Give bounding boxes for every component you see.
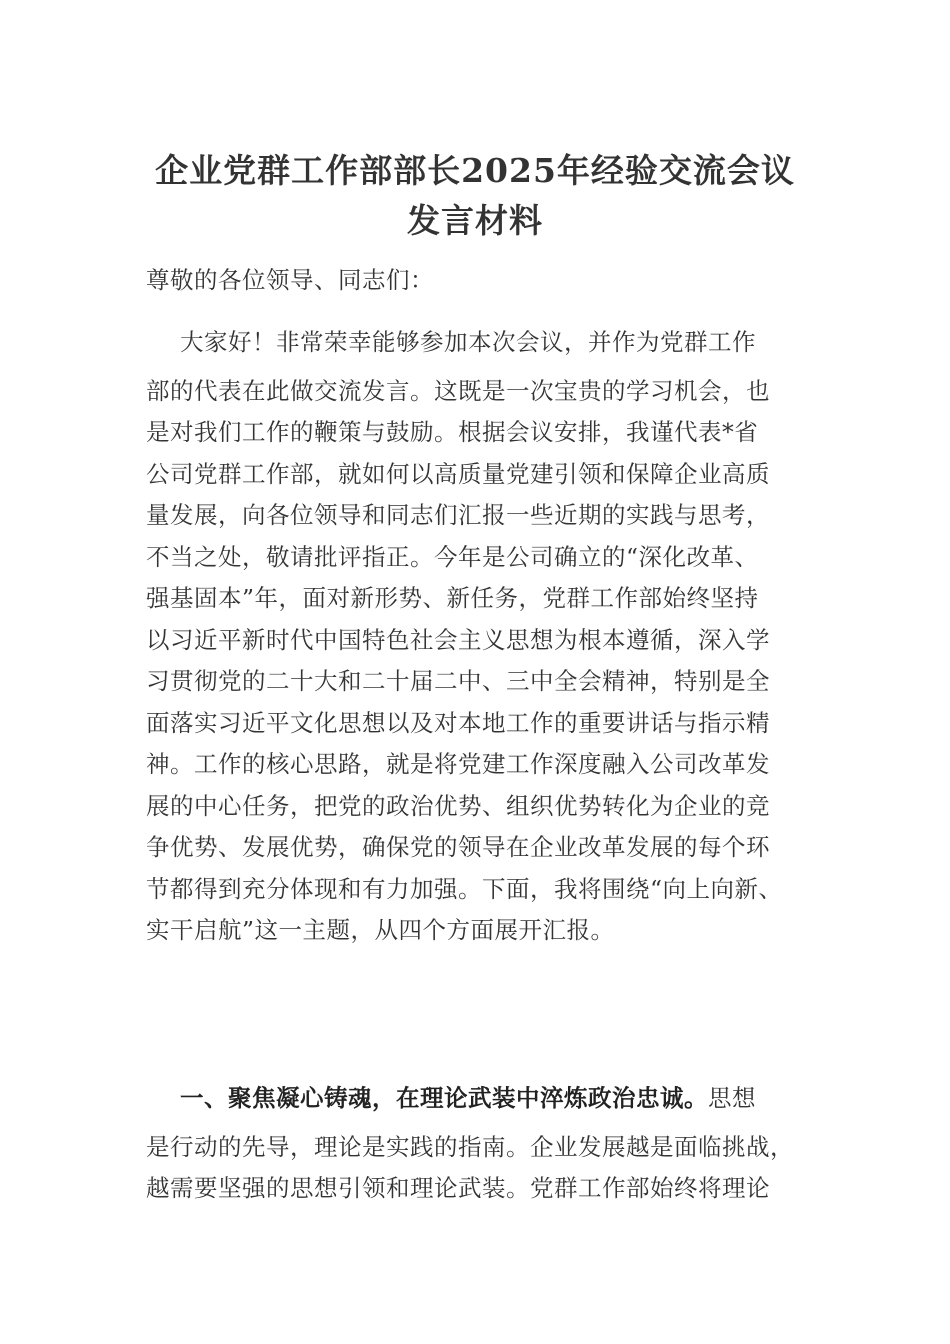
paragraph-line: 面落实习近平文化思想以及对本地工作的重要讲话与指示精 — [146, 709, 770, 737]
paragraph-line: 实干启航”这一主题，从四个方面展开汇报。 — [146, 916, 615, 944]
paragraph-line: 部的代表在此做交流发言。这既是一次宝贵的学习机会，也 — [146, 377, 770, 405]
paragraph-line: 节都得到充分体现和有力加强。下面，我将围绕“向上向新、 — [146, 875, 783, 903]
paragraph-line: 强基固本”年，面对新形势、新任务，党群工作部始终坚持 — [146, 584, 759, 612]
paragraph-line: 争优势、发展优势，确保党的领导在企业改革发展的每个环 — [146, 833, 770, 861]
section-1-first-line-text: 思想 — [708, 1084, 756, 1112]
paragraph-line: 以习近平新时代中国特色社会主义思想为根本遵循，深入学 — [146, 626, 770, 654]
paragraph-line: 习贯彻党的二十大和二十届二中、三中全会精神，特别是全 — [146, 667, 770, 695]
paragraph-line: 公司党群工作部，就如何以高质量党建引领和保障企业高质 — [146, 460, 770, 488]
paragraph-line: 展的中心任务，把党的政治优势、组织优势转化为企业的竞 — [146, 792, 770, 820]
section-1-line: 越需要坚强的思想引领和理论武装。党群工作部始终将理论 — [146, 1174, 770, 1202]
paragraph-line: 神。工作的核心思路，就是将党建工作深度融入公司改革发 — [146, 750, 770, 778]
paragraph-line: 大家好！非常荣幸能够参加本次会议，并作为党群工作 — [180, 328, 756, 356]
salutation: 尊敬的各位领导、同志们： — [146, 266, 434, 294]
document-title-line-1: 企业党群工作部部长2025年经验交流会议 — [155, 151, 795, 190]
section-1-first-line — [180, 1083, 860, 1113]
section-1-heading: 一、聚焦凝心铸魂，在理论武装中淬炼政治忠诚。 — [180, 1084, 708, 1112]
paragraph-line: 是对我们工作的鞭策与鼓励。根据会议安排，我谨代表*省 — [146, 418, 759, 446]
paragraph-line: 不当之处，敬请批评指正。今年是公司确立的“深化改革、 — [146, 543, 759, 571]
document-title-line-2: 发言材料 — [407, 201, 543, 240]
paragraph-line: 量发展，向各位领导和同志们汇报一些近期的实践与思考， — [146, 501, 770, 529]
section-1-line: 是行动的先导，理论是实践的指南。企业发展越是面临挑战， — [146, 1133, 794, 1161]
